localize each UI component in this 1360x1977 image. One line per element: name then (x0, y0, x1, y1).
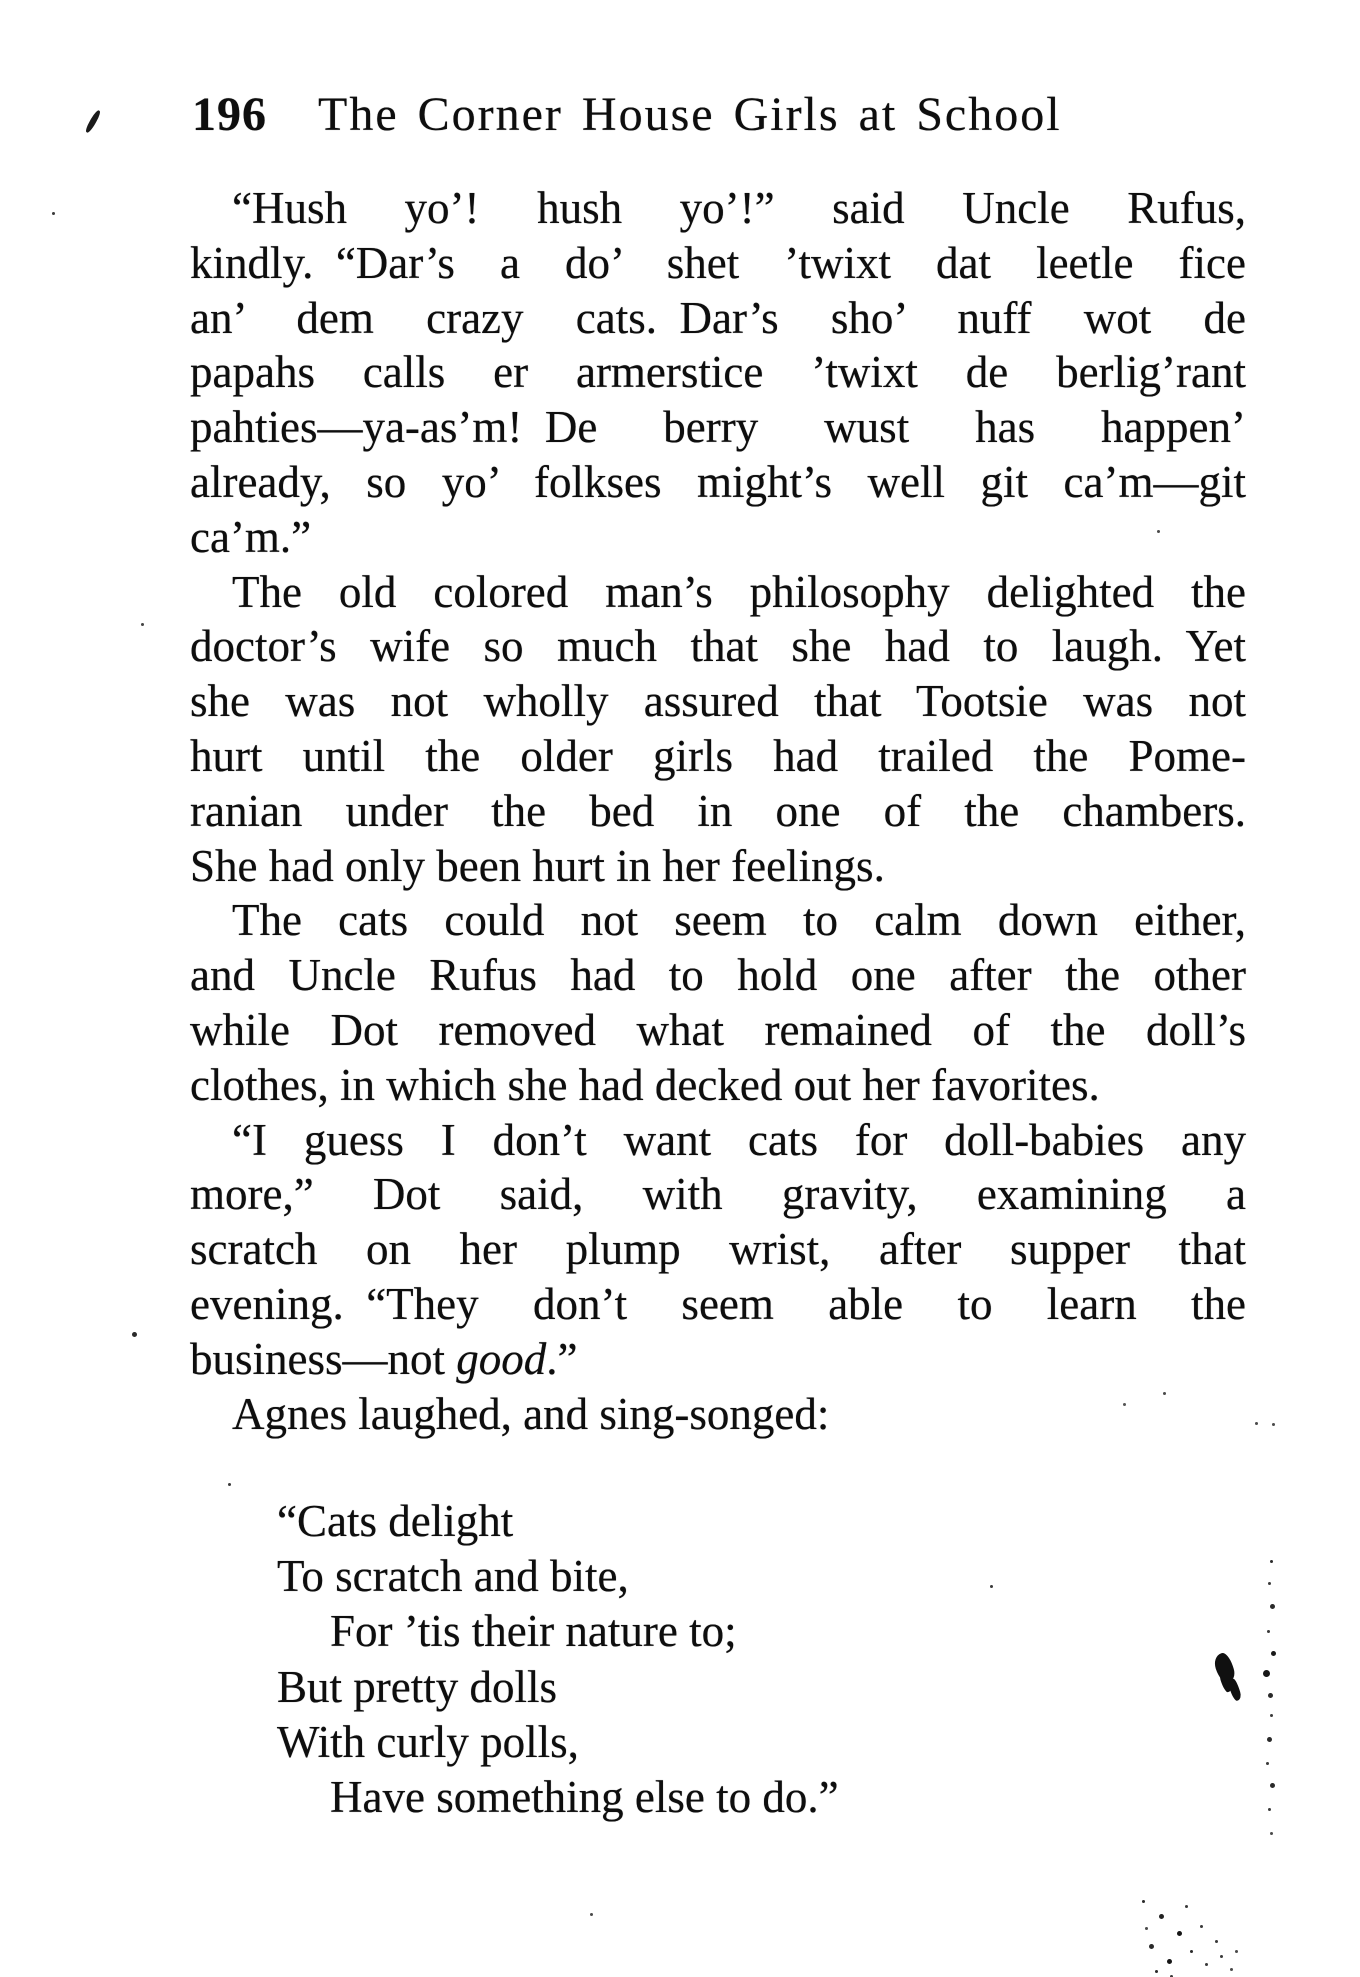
text-line: already, so yo’ folkses might’s well git ca’m—git (190, 456, 1246, 507)
poem-line: “Cats delight (277, 1496, 514, 1546)
paragraph-5 (190, 1387, 1246, 1442)
running-title: The Corner House Girls at School (318, 88, 1062, 141)
poem-line: Have something else to do.” (330, 1771, 839, 1822)
paragraph-2 (190, 565, 1246, 894)
poem-line: With curly polls, (277, 1716, 579, 1767)
text-segment: .” (546, 1333, 578, 1384)
scan-artifact-speckles (0, 0, 3, 3)
scan-artifact-slash-mark (84, 109, 102, 134)
text-line: clothes, in which she had decked out her favorites. (190, 1059, 1100, 1110)
text-line: Agnes laughed, and sing-songed: (232, 1388, 830, 1439)
paragraph-3 (190, 893, 1246, 1112)
text-line: scratch on her plump wrist, after supper that (190, 1224, 1246, 1275)
text-line: more,” Dot said, with gravity, examining a (190, 1169, 1246, 1220)
text-line: she was not wholly assured that Tootsie was not (190, 676, 1246, 727)
text-line: doctor’s wife so much that she had to laugh. Yet (190, 621, 1246, 672)
text-line: ca’m.” (190, 511, 312, 562)
text-line: She had only been hurt in her feelings. (190, 840, 885, 891)
text-line: papahs calls er armerstice ’twixt de berlig’rant (190, 347, 1246, 398)
text-line: “I guess I don’t want cats for doll-babies any (232, 1114, 1246, 1165)
text-line: “Hush yo’! hush yo’!” said Uncle Rufus, (232, 183, 1246, 233)
poem-line: To scratch and bite, (277, 1551, 629, 1602)
text-line: The cats could not seem to calm down either, (232, 895, 1246, 946)
paragraph-4-last-line (190, 1332, 1246, 1387)
scan-artifact-ink-blot (1212, 1651, 1237, 1685)
text-line: pahties—ya-as’m! De berry wust has happen’ (190, 402, 1246, 453)
text-line: hurt until the older girls had trailed the Pome- (190, 730, 1246, 781)
text-line: kindly. “Dar’s a do’ shet ’twixt dat leetle fice (190, 237, 1246, 288)
text-segment: business—not (190, 1333, 457, 1384)
text-line: The old colored man’s philosophy delighted the (232, 566, 1246, 617)
page-number: 196 (192, 88, 267, 141)
text-line: and Uncle Rufus had to hold one after the other (190, 950, 1246, 1001)
poem-line: For ’tis their nature to; (330, 1606, 737, 1657)
paragraph-4 (190, 1113, 1246, 1387)
text-line: an’ dem crazy cats. Dar’s sho’ nuff wot de (190, 292, 1246, 343)
text-line: while Dot removed what remained of the doll’s (190, 1004, 1246, 1055)
page-header (190, 88, 1246, 146)
page-body (190, 181, 1246, 1441)
poem-line: But pretty dolls (277, 1661, 557, 1712)
text-line: ranian under the bed in one of the chambers. (190, 785, 1246, 836)
paragraph-1 (190, 181, 1246, 565)
poem (277, 1494, 839, 1825)
text-line: evening. “They don’t seem able to learn the (190, 1278, 1246, 1329)
italic-word: good (456, 1333, 547, 1384)
